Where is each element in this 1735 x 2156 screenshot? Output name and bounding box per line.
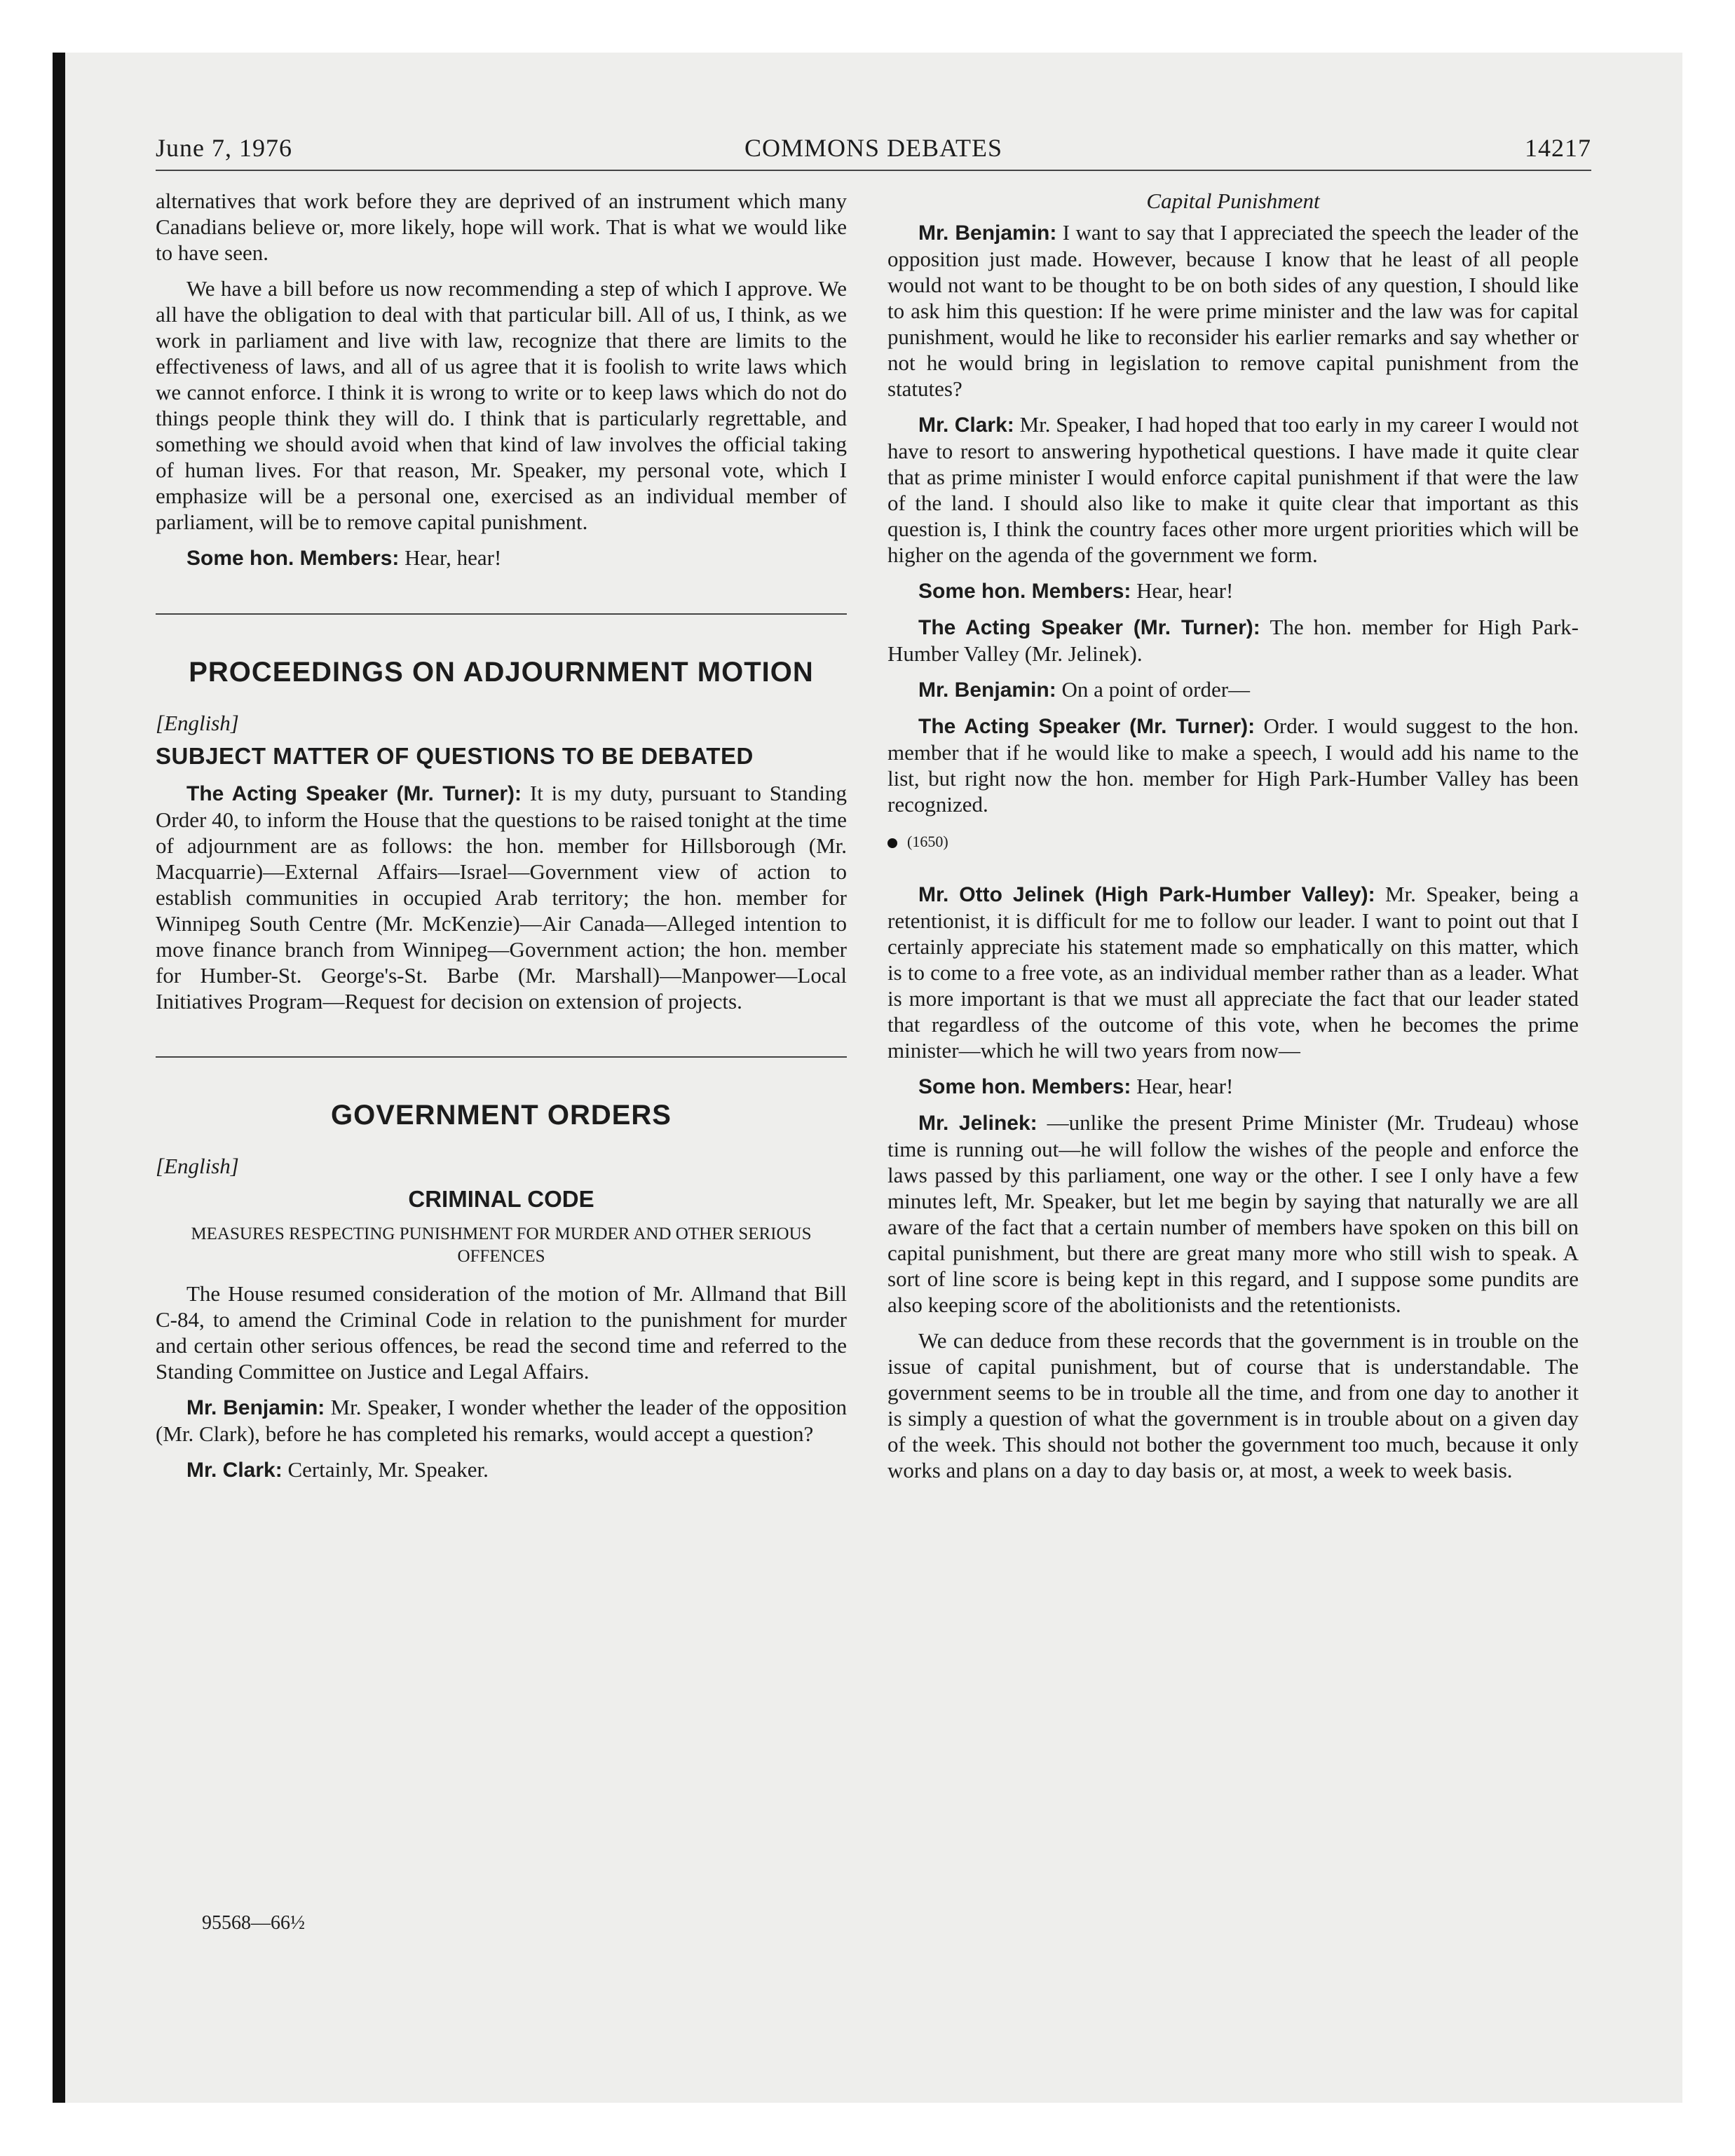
paragraph xyxy=(887,1110,1579,1318)
subsection-heading: CRIMINAL CODE xyxy=(408,1186,594,1212)
speaker-name: Mr. Benjamin: xyxy=(186,1396,325,1419)
language-marker: [English] xyxy=(156,711,239,735)
paragraph: We can deduce from these records that the government is in trouble on the issue of capital punishment, but of course that is understandable. The government seems to be in trouble all the time, and from one day to another it is simply a question of what the government is in trouble about on a given day of the week. This should not bother the government too much, because it only works and plans on a day to day basis or, at most, a week to week basis. xyxy=(887,1328,1579,1482)
header-date: June 7, 1976 xyxy=(156,134,292,162)
speaker-name: Some hon. Members: xyxy=(186,547,400,570)
speaker-name: The Acting Speaker (Mr. Turner): xyxy=(186,782,522,805)
paragraph xyxy=(887,614,1579,667)
speech-text: Mr. Speaker, I wonder whether the leader of the opposition (Mr. Clark), before he has completed his remarks, would accept a question? xyxy=(156,1395,847,1446)
bullet-icon xyxy=(887,838,897,848)
paragraph xyxy=(887,713,1579,817)
paragraph xyxy=(887,219,1579,402)
header-page-number: 14217 xyxy=(1525,134,1591,162)
binding-edge xyxy=(53,53,65,2103)
speaker-name: Mr. Clark: xyxy=(918,414,1014,437)
section-heading: PROCEEDINGS ON ADJOURNMENT MOTION xyxy=(189,657,814,688)
paragraph xyxy=(887,676,1579,703)
speech-text: The hon. member for High Park-Humber Valley (Mr. Jelinek). xyxy=(887,615,1579,666)
speaker-name: Mr. Benjamin: xyxy=(918,221,1057,245)
paragraph xyxy=(887,881,1579,1063)
speech-text: Hear, hear! xyxy=(1136,578,1234,603)
language-marker: [English] xyxy=(156,1154,239,1178)
time-marker-text: (1650) xyxy=(907,833,948,850)
paragraph xyxy=(156,1456,847,1483)
time-marker xyxy=(887,828,1579,854)
section-divider xyxy=(156,1056,847,1058)
subsection-subheading: MEASURES RESPECTING PUNISHMENT FOR MURDER AND OTHER SERIOUS OFFENCES xyxy=(191,1224,812,1266)
speech-text: Mr. Speaker, I had hoped that too early in my career I would not have to resort to answering hypothetical questions. I have made it quite clear that as prime minister I would enforce capital punishment if that were the law of the land. I should also like to make it quite clear that important as this question is, I think the country faces other more urgent priorities which will be higher on the agenda of the government we form. xyxy=(887,412,1579,567)
speech-text: I want to say that I appreciated the speech the leader of the opposition just made. However, because I know that he least of all people would not want to be thought to be on both sides of any question, I should like to ask him this question: If he were prime minister and the law was for capital punishment, would he like to reconsider his earlier remarks and say whether or not he would bring in legislation to remove capital punishment from the statutes? xyxy=(887,220,1579,401)
paragraph xyxy=(887,1073,1579,1100)
running-head: Capital Punishment xyxy=(1146,189,1320,213)
speech-text: Certainly, Mr. Speaker. xyxy=(287,1457,489,1482)
section-divider xyxy=(156,613,847,615)
paragraph: alternatives that work before they are deprived of an instrument which many Canadians believe or, more likely, hope will work. That is what we would like to have seen. xyxy=(156,189,847,265)
paragraph: We have a bill before us now recommending a step of which I approve. We all have the obligation to deal with that particular bill. All of us, I think, as we work in parliament and live with law, recognize that there are limits to the effectiveness of laws, and all of us agree that it is foolish to write laws which we cannot enforce. I think it is wrong to write or to keep laws which do not do things people think they will do. I think that is particularly regrettable, and something we should avoid when that kind of law involves the official taking of human lives. For that reason, Mr. Speaker, my personal vote, which I emphasize will be a personal one, exercised as an individual member of parliament, will be to remove capital punishment. xyxy=(156,276,847,534)
speaker-name: Mr. Otto Jelinek (High Park-Humber Valley): xyxy=(918,883,1375,906)
speech-text: On a point of order— xyxy=(1061,677,1251,702)
section-heading: GOVERNMENT ORDERS xyxy=(331,1100,672,1131)
speech-text: Hear, hear! xyxy=(404,545,502,570)
right-column xyxy=(887,188,1579,1493)
speech-text: Hear, hear! xyxy=(1136,1074,1234,1098)
paragraph xyxy=(887,411,1579,568)
speaker-name: Mr. Clark: xyxy=(186,1459,283,1482)
speech-text: Order. I would suggest to the hon. member that if he would like to make a speech, I would add his name to the list, but right now the hon. member for High Park-Humber Valley has been recognized. xyxy=(887,714,1579,817)
speaker-name: The Acting Speaker (Mr. Turner): xyxy=(918,715,1256,738)
paragraph xyxy=(887,578,1579,604)
speaker-name: Mr. Jelinek: xyxy=(918,1112,1037,1135)
speaker-name: Some hon. Members: xyxy=(918,580,1131,603)
left-column xyxy=(156,188,847,1493)
footer-code: 95568—66½ xyxy=(202,1912,305,1934)
speech-text: —unlike the present Prime Minister (Mr. Trudeau) whose time is running out—he will follow the wishes of the people and enforce the laws passed by this parliament, one way or the other. I see I only have a few minutes left, Mr. Speaker, but let me begin by saying that naturally we are all aware of the fact that a certain number of members have spoken on this bill on capital punishment, but there are great many more who still wish to speak. A sort of line score is being kept in this regard, and I suppose some pundits are also keeping score of the abolitionists and the retentionists. xyxy=(887,1110,1579,1317)
speaker-name: Some hon. Members: xyxy=(918,1075,1131,1098)
speaker-name: Mr. Benjamin: xyxy=(918,678,1056,702)
speaker-name: The Acting Speaker (Mr. Turner): xyxy=(918,616,1260,639)
subsection-heading: SUBJECT MATTER OF QUESTIONS TO BE DEBATED xyxy=(156,743,754,769)
paragraph xyxy=(156,545,847,571)
speech-text: It is my duty, pursuant to Standing Order 40, to inform the House that the questions to be raised tonight at the time of adjournment are as follows: the hon. member for Hillsborough (Mr. Macquarrie)—External Affairs—Israel—Government view of action to establish communities in occupied Arab territory; the hon. member for Winnipeg South Centre (Mr. McKenzie)—Air Canada—Alleged intention to move finance branch from Winnipeg—Government action; the hon. member for Humber-St. George's-St. Barbe (Mr. Marshall)—Manpower—Local Initiatives Program—Request for decision on extension of projects. xyxy=(156,781,847,1014)
speech-text: Mr. Speaker, being a retentionist, it is difficult for me to follow our leader. I want to point out that I certainly appreciate his statement made so emphatically on this matter, which is to come to a free vote, as an individual member rather than as a leader. What is more important is that we must all appreciate the fact that our leader stated that regardless of the outcome of this vote, when he becomes the prime minister—which he will two years from now— xyxy=(887,882,1579,1063)
paragraph: The House resumed consideration of the motion of Mr. Allmand that Bill C-84, to amend the Criminal Code in relation to the punishment for murder and certain other serious offences, be read the second time and referred to the Standing Committee on Justice and Legal Affairs. xyxy=(156,1281,847,1384)
header-publication: COMMONS DEBATES xyxy=(744,134,1003,162)
paragraph xyxy=(156,1394,847,1447)
page-header xyxy=(156,133,1591,171)
paragraph xyxy=(156,780,847,1014)
